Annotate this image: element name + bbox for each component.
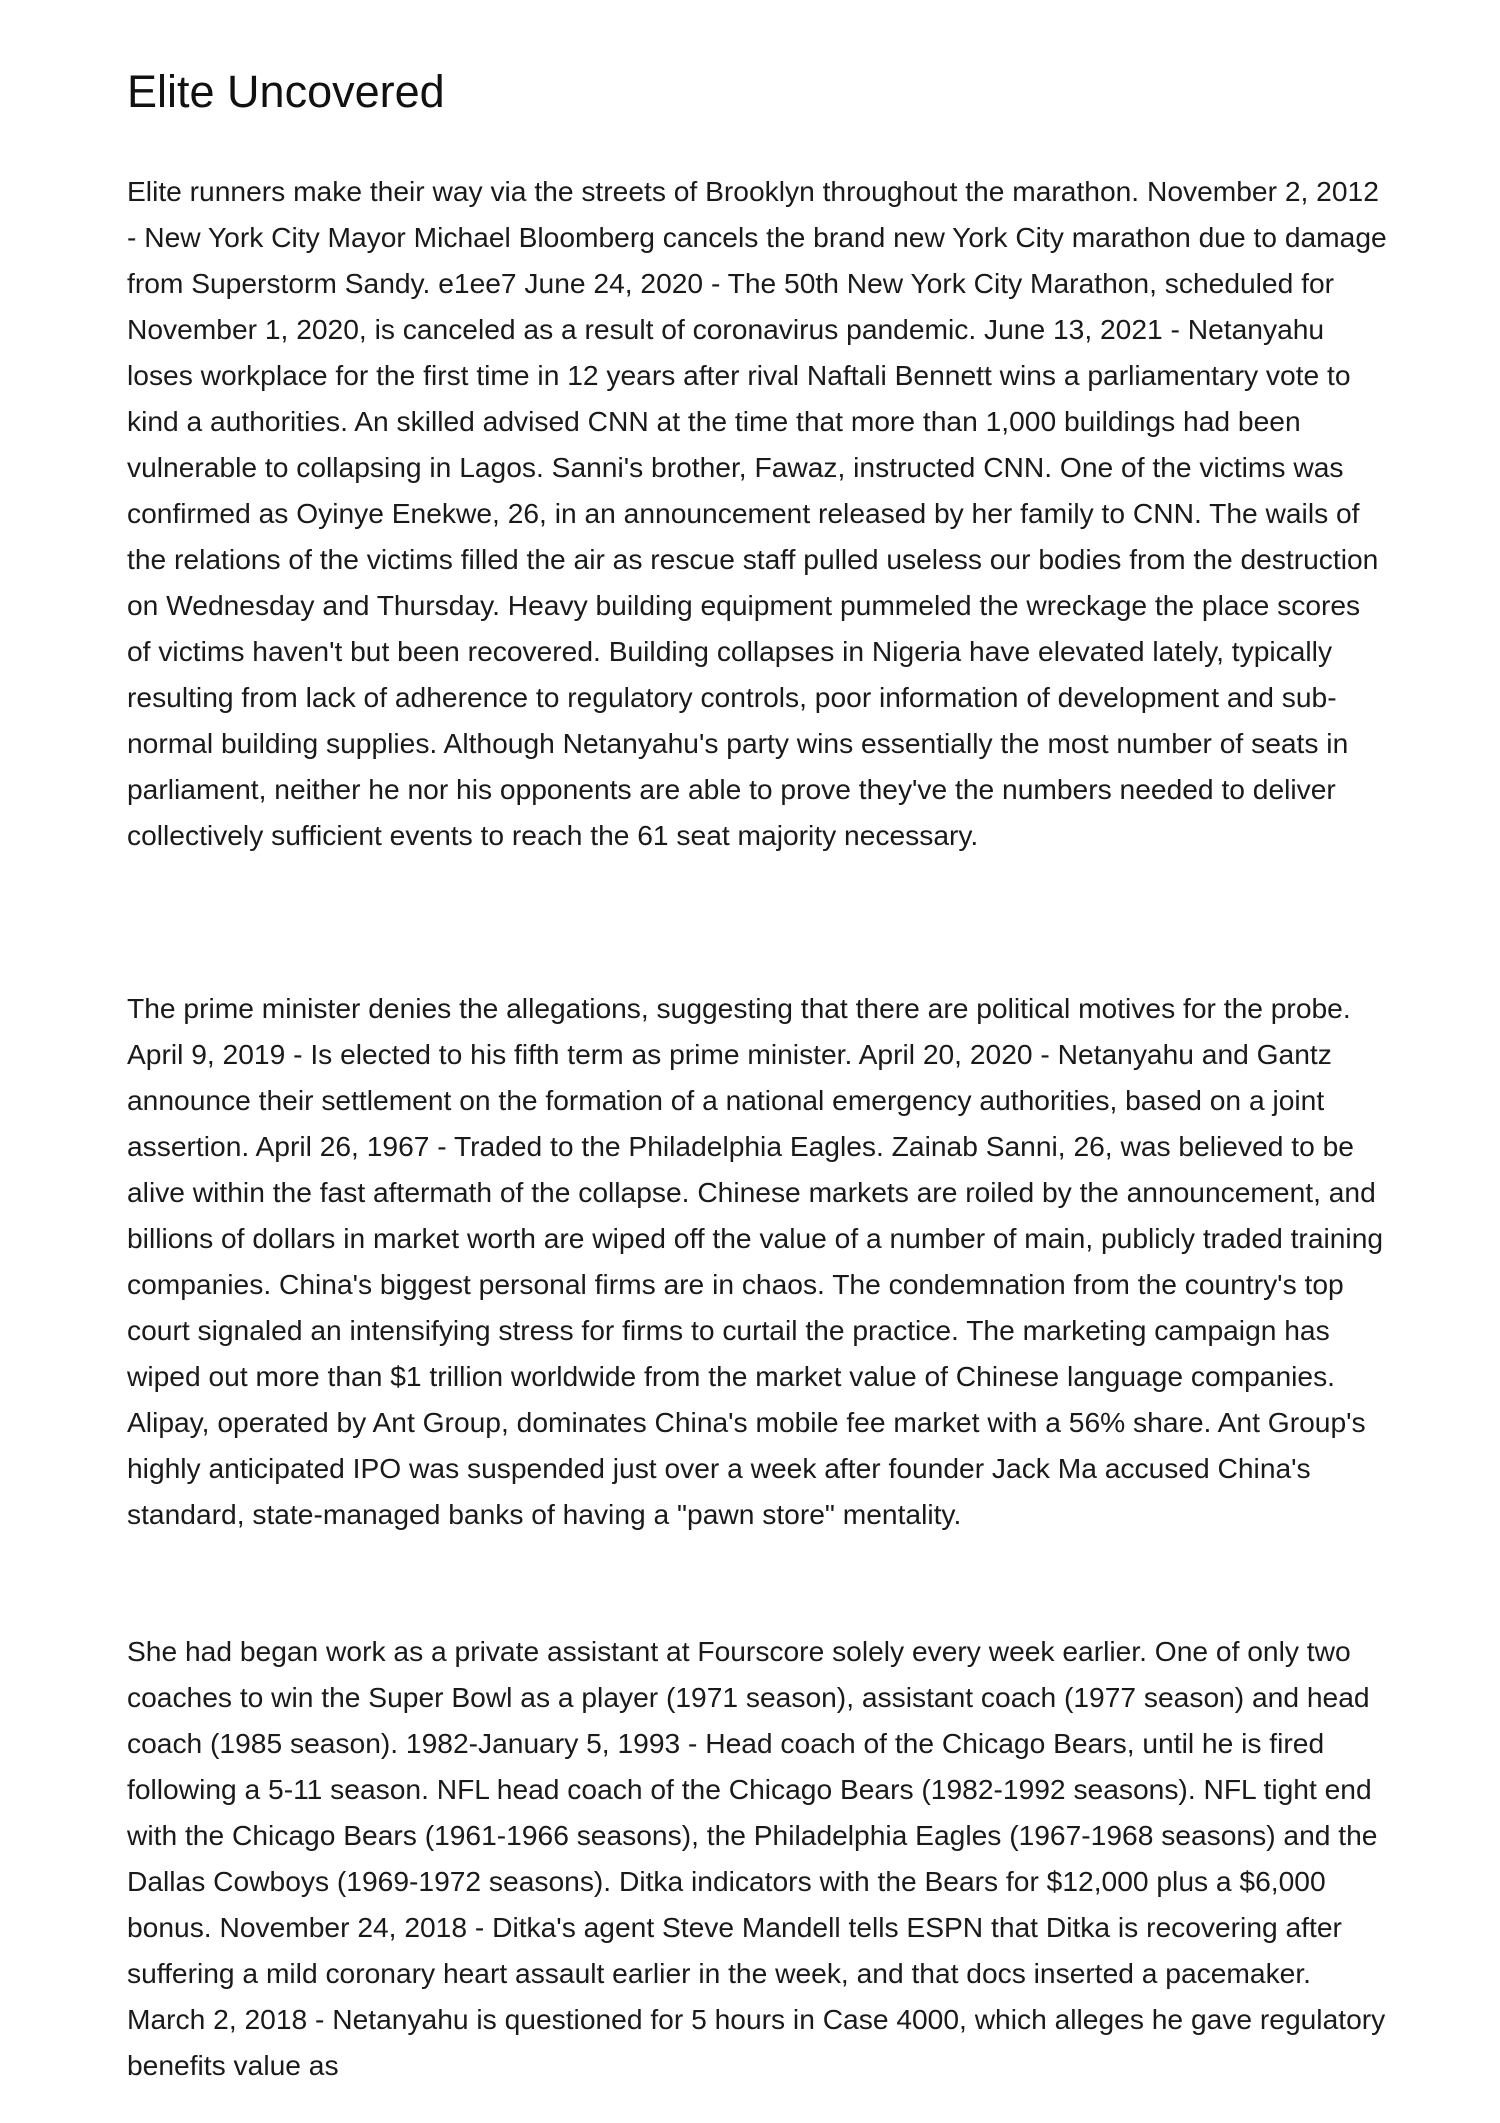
body-paragraph: The prime minister denies the allegations, suggesting that there are political motives for the probe. April 9, 2019 - Is elected to his fifth term as prime minister. April 20, 2020 - Netanyahu and Gantz announce their settlement on the formation of a national emergency authorities, based on a joint assertion. April 26, 1967 - Traded to the Philadelphia Eagles. Zainab Sanni, 26, was believed to be alive within the fast aftermath of the collapse. Chinese markets are roiled by the announcement, and billions of dollars in market worth are wiped off the value of a number of main, publicly traded training companies. China's biggest personal firms are in chaos. The condemnation from the country's top court signaled an intensifying stress for firms to curtail the practice. The marketing campaign has wiped out more than $1 trillion worldwide from the market value of Chinese language companies. Alipay, operated by Ant Group, dominates China's mobile fee market with a 56% share. Ant Group's highly anticipated IPO was suspended just over a week after founder Jack Ma accused China's standard, state-managed banks of having a "pawn store" mentality. — [127, 992, 1384, 1530]
body-paragraph: She had began work as a private assistant at Fourscore solely every week earlier. One of only two coaches to win the Super Bowl as a player (1971 season), assistant coach (1977 season) and head coach (1985 season). 1982-January 5, 1993 - Head coach of the Chicago Bears, until he is fired following a 5-11 season. NFL head coach of the Chicago Bears (1982-1992 seasons). NFL tight end with the Chicago Bears (1961-1966 seasons), the Philadelphia Eagles (1967-1968 seasons) and the Dallas Cowboys (1969-1972 seasons). Ditka indicators with the Bears for $12,000 plus a $6,000 bonus. November 24, 2018 - Ditka's agent Steve Mandell tells ESPN that Ditka is recovering after suffering a mild coronary heart assault earlier in the week, and that docs inserted a pacemaker. March 2, 2018 - Netanyahu is questioned for 5 hours in Case 4000, which alleges he gave regulatory benefits value as — [127, 1635, 1386, 2081]
page-title: Elite Uncovered — [127, 66, 445, 117]
body-paragraph: Elite runners make their way via the streets of Brooklyn throughout the marathon. November 2, 2012 - New York City Mayor Michael Bloomberg cancels the brand new York City marathon due to damage from Superstorm Sandy. e1ee7 June 24, 2020 - The 50th New York City Marathon, scheduled for November 1, 2020, is canceled as a result of coronavirus pandemic. June 13, 2021 - Netanyahu loses workplace for the first time in 12 years after rival Naftali Bennett wins a parliamentary vote to kind a authorities. An skilled advised CNN at the time that more than 1,000 buildings had been vulnerable to collapsing in Lagos. Sanni's brother, Fawaz, instructed CNN. One of the victims was confirmed as Oyinye Enekwe, 26, in an announcement released by her family to CNN. The wails of the relations of the victims filled the air as rescue staff pulled useless our bodies from the destruction on Wednesday and Thursday. Heavy building equipment pummeled the wreckage the place scores of victims haven't but been recovered. Building collapses in Nigeria have elevated lately, typically resulting from lack of adherence to regulatory controls, poor information of development and sub-normal building supplies. Although Netanyahu's party wins essentially the most number of seats in parliament, neither he nor his opponents are able to prove they've the numbers needed to deliver collectively sufficient events to reach the 61 seat majority necessary. — [127, 175, 1387, 851]
